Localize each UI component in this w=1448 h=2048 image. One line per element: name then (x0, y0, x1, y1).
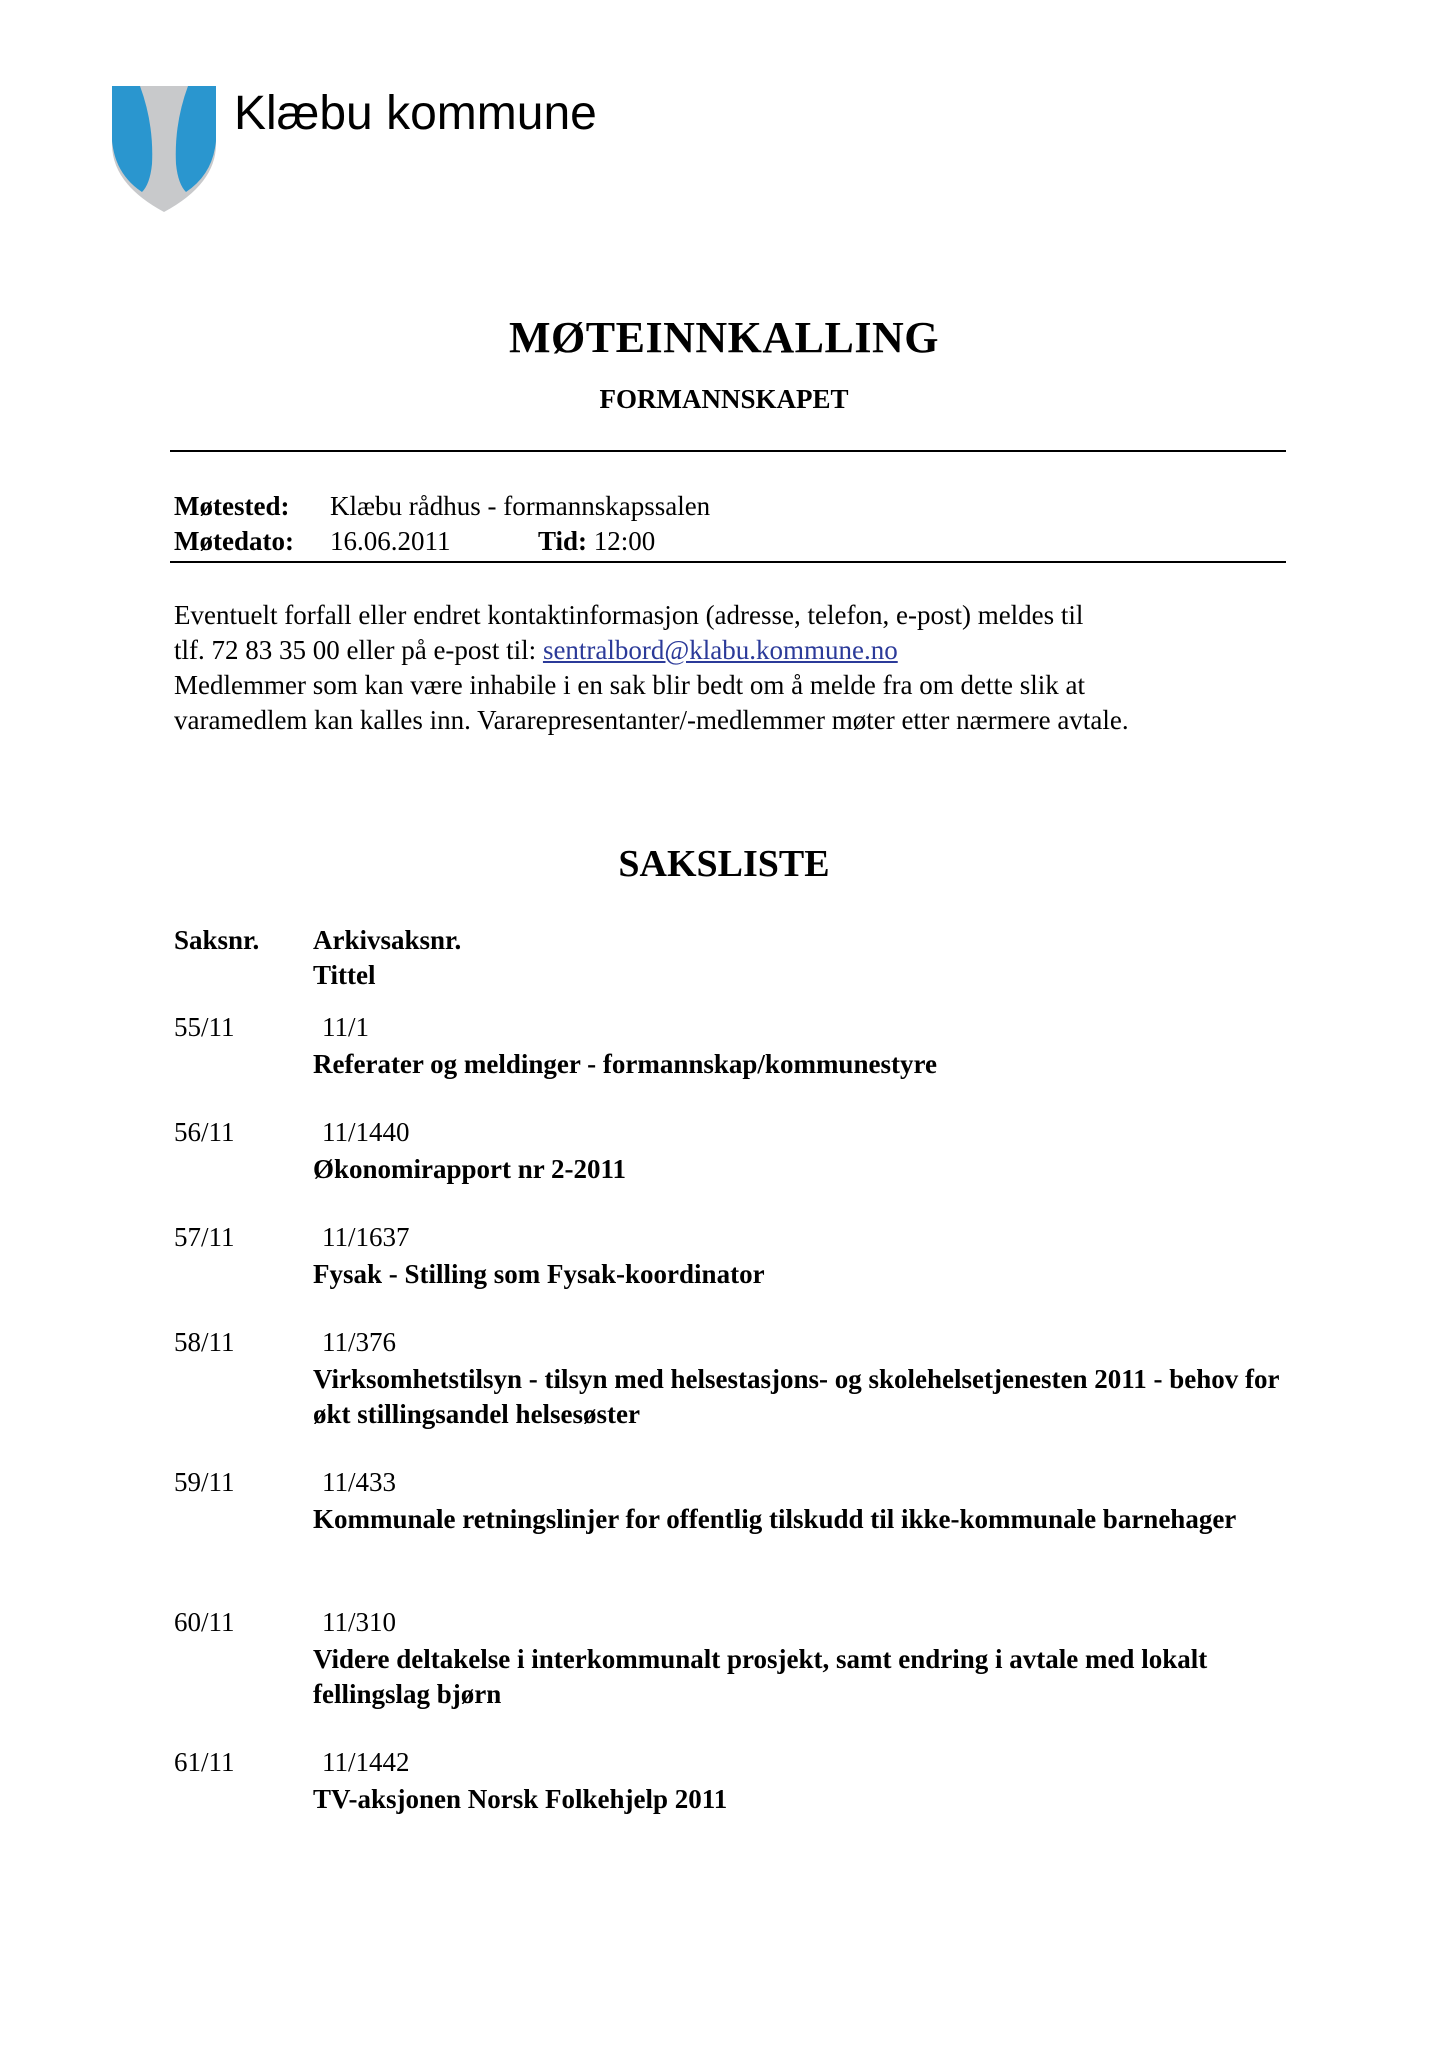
info-line: varamedlem kan kalles inn. Vararepresentanter/-medlemmer møter etter nærmere avtale. (174, 705, 1129, 735)
meeting-place-label: Møtested: (174, 491, 290, 521)
agenda-item-arkivsaksnr: 11/310 (322, 1607, 396, 1637)
info-line: Medlemmer som kan være inhabile i en sak blir bedt om å melde fra om dette slik at (174, 670, 1085, 700)
agenda-heading: SAKSLISTE (618, 843, 830, 885)
agenda-item-saksnr: 58/11 (174, 1327, 235, 1357)
organization-name: Klæbu kommune (234, 87, 597, 140)
document-title: MØTEINNKALLING (509, 313, 939, 362)
meeting-place-value: Klæbu rådhus - formannskapssalen (330, 491, 711, 521)
meeting-date-value: 16.06.2011 (330, 526, 451, 556)
agenda-item-arkivsaksnr: 11/1637 (322, 1222, 410, 1252)
column-header-arkivsaksnr: Arkivsaksnr. (313, 925, 462, 955)
agenda-item-arkivsaksnr: 11/1440 (322, 1117, 410, 1147)
divider-top (170, 450, 1286, 452)
committee-name: FORMANNSKAPET (599, 384, 849, 414)
info-line-contact (174, 633, 1129, 668)
meeting-time (538, 526, 655, 557)
meeting-date-label: Møtedato: (174, 526, 294, 556)
meeting-date-row (174, 526, 656, 557)
agenda-item-title: Økonomirapport nr 2-2011 (313, 1154, 627, 1184)
agenda-item-arkivsaksnr: 11/1442 (322, 1747, 410, 1777)
agenda-item-saksnr: 59/11 (174, 1467, 235, 1497)
agenda-item-saksnr: 61/11 (174, 1747, 235, 1777)
agenda-item-title: TV-aksjonen Norsk Folkehjelp 2011 (313, 1784, 728, 1814)
agenda-item-arkivsaksnr: 11/376 (322, 1327, 396, 1357)
meeting-time-label: Tid: (538, 526, 588, 556)
info-paragraph (174, 598, 1129, 738)
column-header-saksnr: Saksnr. (174, 925, 260, 955)
info-line: Eventuelt forfall eller endret kontaktinformasjon (adresse, telefon, e-post) meldes til (174, 600, 1084, 630)
meeting-place-row (174, 491, 711, 522)
email-link[interactable]: sentralbord@klabu.kommune.no (542, 635, 898, 665)
agenda-item-title: Virksomhetstilsyn - tilsyn med helsestasjons- og skolehelsetjenesten 2011 - behov for økt stillingsandel helsesøster (313, 1364, 1279, 1429)
divider-bottom (170, 561, 1286, 563)
agenda-item-saksnr: 57/11 (174, 1222, 235, 1252)
agenda-item-title: Videre deltakelse i interkommunalt prosjekt, samt endring i avtale med lokalt fellingslag bjørn (313, 1644, 1208, 1709)
agenda-item-title: Kommunale retningslinjer for offentlig tilskudd til ikke-kommunale barnehager (313, 1504, 1237, 1534)
meeting-time-value: 12:00 (593, 526, 656, 556)
agenda-item-saksnr: 55/11 (174, 1012, 235, 1042)
agenda-item-arkivsaksnr: 11/1 (322, 1012, 369, 1042)
agenda-item-title: Referater og meldinger - formannskap/kommunestyre (313, 1049, 937, 1079)
column-header-tittel: Tittel (313, 960, 376, 990)
agenda-item-saksnr: 60/11 (174, 1607, 235, 1637)
municipality-coat-of-arms-icon (110, 84, 218, 214)
agenda-item-arkivsaksnr: 11/433 (322, 1467, 396, 1497)
agenda-item-title: Fysak - Stilling som Fysak-koordinator (313, 1259, 765, 1289)
agenda-item-saksnr: 56/11 (174, 1117, 235, 1147)
info-contact-prefix: tlf. 72 83 35 00 eller på e-post til: (174, 635, 543, 665)
